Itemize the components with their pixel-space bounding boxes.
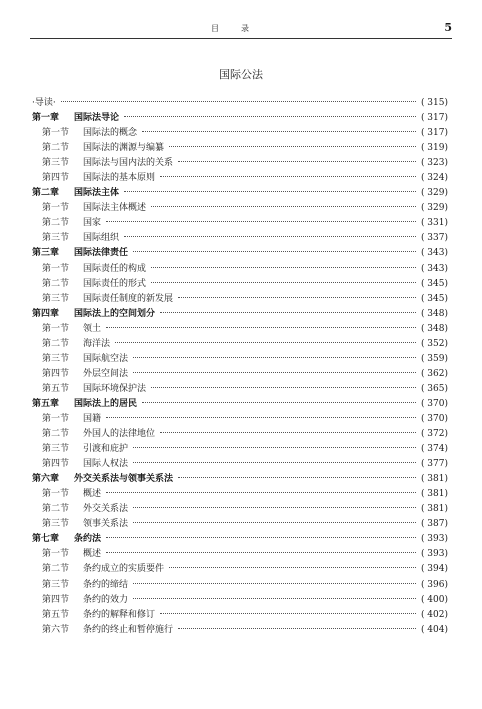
toc-entry-number: 第一章: [32, 113, 60, 124]
running-header: [30, 22, 452, 39]
toc-entry-number: 第五章: [32, 398, 60, 409]
toc-entry-number: 第四节: [42, 173, 70, 184]
toc-entry-label: [32, 171, 155, 186]
toc-entry-page: ( 345): [420, 278, 448, 289]
toc-entry-title: 国际法导论: [74, 113, 120, 124]
toc-entry-label: [32, 322, 101, 337]
toc-entry-number: 第二章: [32, 188, 60, 199]
dot-leader: [169, 567, 416, 568]
toc-entry-title: ·导读·: [32, 98, 56, 108]
toc-entry-title: 国际责任制度的新发展: [83, 293, 174, 304]
toc-entry-title: 国际法主体: [74, 188, 120, 199]
toc-entry-number: 第一节: [42, 203, 70, 214]
toc-entry-page: ( 381): [420, 489, 448, 500]
dot-leader: [106, 537, 416, 538]
toc-entry-title: 条约的解释和修订: [83, 609, 156, 620]
toc-entry-page: ( 381): [420, 474, 448, 485]
toc-entry-title: 国际法主体概述: [83, 203, 147, 214]
toc-entry-label: [32, 111, 119, 126]
dot-leader: [61, 101, 416, 102]
toc-entry-page: ( 359): [420, 353, 448, 364]
toc-section-row: [32, 623, 448, 638]
toc-entry-label: [32, 547, 101, 562]
toc-entry-title: 国际法的基本原则: [83, 173, 156, 184]
dot-leader: [160, 432, 416, 433]
toc-entry-label: [32, 186, 119, 201]
toc-section-row: [32, 382, 448, 397]
toc-entry-title: 概述: [83, 489, 102, 500]
toc-entry-page: ( 337): [420, 233, 448, 244]
toc-entry-page: ( 372): [420, 429, 448, 440]
toc-entry-label: [32, 382, 146, 397]
dot-leader: [133, 598, 416, 599]
toc-entry-page: ( 319): [420, 143, 448, 154]
toc-entry-page: ( 362): [420, 368, 448, 379]
toc-chapter-row: [32, 246, 448, 261]
toc-entry-number: 第三节: [42, 293, 70, 304]
toc-entry-number: 第六章: [32, 474, 60, 485]
dot-leader: [133, 522, 416, 523]
toc-entry-label: [32, 578, 128, 593]
dot-leader: [133, 462, 416, 463]
toc-entry-title: 国际组织: [83, 233, 120, 244]
toc-entry-number: 第五节: [42, 609, 70, 620]
toc-entry-title: 条约的终止和暂停施行: [83, 624, 174, 635]
toc-entry-label: [32, 623, 173, 638]
toc-entry-number: 第二节: [42, 218, 70, 229]
toc-entry-page: ( 348): [420, 323, 448, 334]
dot-leader: [151, 267, 416, 268]
dot-leader: [133, 583, 416, 584]
toc-entry-title: 国际法上的空间划分: [74, 308, 156, 319]
toc-section-row: [32, 231, 448, 246]
toc-chapter-row: [32, 397, 448, 412]
toc-entry-title: 国际责任的形式: [83, 278, 147, 289]
toc-entry-number: 第一节: [42, 128, 70, 139]
toc-section-row: [32, 277, 448, 292]
toc-section-row: [32, 216, 448, 231]
dot-leader: [160, 176, 416, 177]
toc-entry-page: ( 315): [420, 98, 448, 108]
toc-entry-page: ( 317): [420, 113, 448, 124]
toc-entry-page: ( 343): [420, 263, 448, 274]
toc-entry-label: [32, 457, 128, 472]
toc-entry-label: [32, 517, 128, 532]
toc-entry-label: [32, 277, 146, 292]
toc-section-row: [32, 337, 448, 352]
toc-entry-number: 第五节: [42, 383, 70, 394]
dot-leader: [178, 628, 416, 629]
toc-entry-title: 概述: [83, 549, 102, 560]
dot-leader: [169, 146, 416, 147]
toc-section-row: [32, 292, 448, 307]
toc-entry-page: ( 348): [420, 308, 448, 319]
toc-entry-page: ( 317): [420, 128, 448, 139]
toc-section-row: [32, 141, 448, 156]
toc-entry-title: 条约法: [74, 534, 102, 545]
toc-entry-page: ( 393): [420, 549, 448, 560]
toc-entry-title: 条约的效力: [83, 594, 129, 605]
toc-entry-number: 第三节: [42, 233, 70, 244]
dot-leader: [115, 342, 416, 343]
toc-entry-page: ( 400): [420, 594, 448, 605]
toc-entry-number: 第一节: [42, 263, 70, 274]
dot-leader: [124, 236, 416, 237]
dot-leader: [133, 372, 416, 373]
toc-entry-title: 国际法上的居民: [74, 398, 138, 409]
toc-section-row: [32, 547, 448, 562]
toc-entry-page: ( 370): [420, 413, 448, 424]
dot-leader: [178, 161, 416, 162]
toc-entry-title: 条约的缔结: [83, 579, 129, 590]
toc-entry-number: 第二节: [42, 143, 70, 154]
toc-entry-page: ( 404): [420, 624, 448, 635]
toc-entry-page: ( 370): [420, 398, 448, 409]
dot-leader: [133, 357, 416, 358]
toc-entry-title: 国际法与国内法的关系: [83, 158, 174, 169]
toc-section-row: [32, 322, 448, 337]
toc-section-row: [32, 562, 448, 577]
toc-chapter-row: [32, 307, 448, 322]
toc-section-row: [32, 171, 448, 186]
toc-entry-label: [32, 397, 137, 412]
dot-leader: [142, 402, 416, 403]
toc-entry-label: [32, 126, 137, 141]
table-of-contents: [32, 96, 448, 638]
toc-entry-title: 国际航空法: [83, 353, 129, 364]
toc-entry-label: [32, 562, 164, 577]
toc-entry-page: ( 387): [420, 519, 448, 530]
toc-section-row: [32, 352, 448, 367]
header-title: 目录: [211, 24, 271, 33]
toc-entry-label: [32, 502, 128, 517]
toc-entry-title: 国际人权法: [83, 459, 129, 470]
document-title: 国际公法: [219, 68, 263, 81]
toc-section-row: [32, 517, 448, 532]
toc-entry-number: 第三节: [42, 444, 70, 455]
toc-entry-number: 第三节: [42, 158, 70, 169]
toc-entry-label: [32, 156, 173, 171]
toc-entry-number: 第一节: [42, 323, 70, 334]
dot-leader: [142, 131, 416, 132]
toc-entry-page: ( 377): [420, 459, 448, 470]
dot-leader: [133, 447, 416, 448]
dot-leader: [124, 191, 416, 192]
toc-section-row: [32, 126, 448, 141]
toc-entry-label: [32, 96, 56, 111]
toc-entry-label: [32, 472, 173, 487]
toc-entry-number: 第六节: [42, 624, 70, 635]
dot-leader: [160, 613, 416, 614]
toc-section-row: [32, 578, 448, 593]
toc-entry-number: 第四节: [42, 594, 70, 605]
toc-entry-number: 第七章: [32, 534, 60, 545]
toc-section-row: [32, 502, 448, 517]
toc-entry-number: 第三节: [42, 353, 70, 364]
toc-entry-number: 第二节: [42, 338, 70, 349]
toc-entry-label: [32, 216, 101, 231]
toc-chapter-row: [32, 111, 448, 126]
toc-entry-label: [32, 292, 173, 307]
toc-entry-number: 第二节: [42, 504, 70, 515]
toc-entry-page: ( 374): [420, 444, 448, 455]
toc-entry-label: [32, 532, 101, 547]
dot-leader: [124, 116, 416, 117]
dot-leader: [106, 552, 416, 553]
toc-chapter-row: [32, 532, 448, 547]
toc-entry-page: ( 365): [420, 383, 448, 394]
toc-chapter-row: [32, 186, 448, 201]
toc-entry-title: 外交关系法: [83, 504, 129, 515]
toc-entry-page: ( 381): [420, 504, 448, 515]
toc-entry-number: 第二节: [42, 429, 70, 440]
toc-section-row: [32, 412, 448, 427]
toc-entry-label: [32, 593, 128, 608]
toc-entry-title: 国际环境保护法: [83, 383, 147, 394]
dot-leader: [106, 417, 416, 418]
toc-entry-number: 第四节: [42, 459, 70, 470]
toc-entry-title: 国际法的概念: [83, 128, 138, 139]
toc-entry-page: ( 393): [420, 534, 448, 545]
toc-entry-number: 第一节: [42, 413, 70, 424]
toc-entry-label: [32, 608, 155, 623]
toc-entry-label: [32, 246, 128, 261]
toc-section-row: [32, 442, 448, 457]
toc-entry-label: [32, 307, 155, 322]
toc-section-row: [32, 367, 448, 382]
toc-entry-page: ( 396): [420, 579, 448, 590]
toc-entry-page: ( 324): [420, 173, 448, 184]
toc-entry-label: [32, 231, 119, 246]
toc-entry-number: 第四节: [42, 368, 70, 379]
dot-leader: [151, 206, 416, 207]
toc-intro-row: [32, 96, 448, 111]
toc-entry-title: 国际责任的构成: [83, 263, 147, 274]
toc-entry-title: 领事关系法: [83, 519, 129, 530]
toc-section-row: [32, 608, 448, 623]
toc-entry-label: [32, 442, 128, 457]
toc-entry-page: ( 323): [420, 158, 448, 169]
dot-leader: [133, 507, 416, 508]
toc-entry-number: 第一节: [42, 489, 70, 500]
toc-entry-label: [32, 337, 110, 352]
toc-entry-page: ( 394): [420, 564, 448, 575]
toc-section-row: [32, 156, 448, 171]
toc-entry-page: ( 345): [420, 293, 448, 304]
toc-entry-page: ( 331): [420, 218, 448, 229]
toc-entry-title: 国际法的渊源与编纂: [83, 143, 165, 154]
dot-leader: [106, 221, 416, 222]
toc-entry-title: 外层空间法: [83, 368, 129, 379]
toc-entry-number: 第四章: [32, 308, 60, 319]
toc-entry-number: 第二节: [42, 278, 70, 289]
dot-leader: [106, 492, 416, 493]
toc-entry-label: [32, 412, 101, 427]
toc-entry-label: [32, 352, 128, 367]
toc-entry-label: [32, 487, 101, 502]
toc-entry-title: 引渡和庇护: [83, 444, 129, 455]
toc-chapter-row: [32, 472, 448, 487]
dot-leader: [106, 327, 416, 328]
toc-entry-number: 第二节: [42, 564, 70, 575]
toc-entry-label: [32, 427, 155, 442]
toc-entry-number: 第三节: [42, 519, 70, 530]
toc-entry-title: 国家: [83, 218, 102, 229]
toc-section-row: [32, 201, 448, 216]
toc-entry-label: [32, 262, 146, 277]
toc-entry-label: [32, 367, 128, 382]
toc-entry-title: 国籍: [83, 413, 102, 424]
dot-leader: [151, 282, 416, 283]
toc-entry-title: 国际法律责任: [74, 248, 129, 259]
toc-section-row: [32, 593, 448, 608]
page-number: 5: [444, 21, 452, 34]
toc-entry-label: [32, 141, 164, 156]
toc-section-row: [32, 457, 448, 472]
toc-entry-number: 第三节: [42, 579, 70, 590]
toc-entry-label: [32, 201, 146, 216]
dot-leader: [133, 251, 416, 252]
toc-entry-title: 条约成立的实质要件: [83, 564, 165, 575]
toc-entry-title: 海洋法: [83, 338, 111, 349]
toc-entry-title: 外交关系法与领事关系法: [74, 474, 174, 485]
dot-leader: [178, 297, 416, 298]
dot-leader: [151, 387, 416, 388]
toc-entry-page: ( 352): [420, 338, 448, 349]
toc-entry-number: 第三章: [32, 248, 60, 259]
dot-leader: [160, 312, 416, 313]
dot-leader: [178, 477, 416, 478]
toc-entry-title: 外国人的法律地位: [83, 429, 156, 440]
toc-entry-page: ( 329): [420, 188, 448, 199]
toc-section-row: [32, 262, 448, 277]
toc-entry-page: ( 343): [420, 248, 448, 259]
toc-entry-title: 领土: [83, 323, 102, 334]
toc-section-row: [32, 427, 448, 442]
toc-entry-page: ( 329): [420, 203, 448, 214]
toc-section-row: [32, 487, 448, 502]
toc-entry-page: ( 402): [420, 609, 448, 620]
toc-entry-number: 第一节: [42, 549, 70, 560]
